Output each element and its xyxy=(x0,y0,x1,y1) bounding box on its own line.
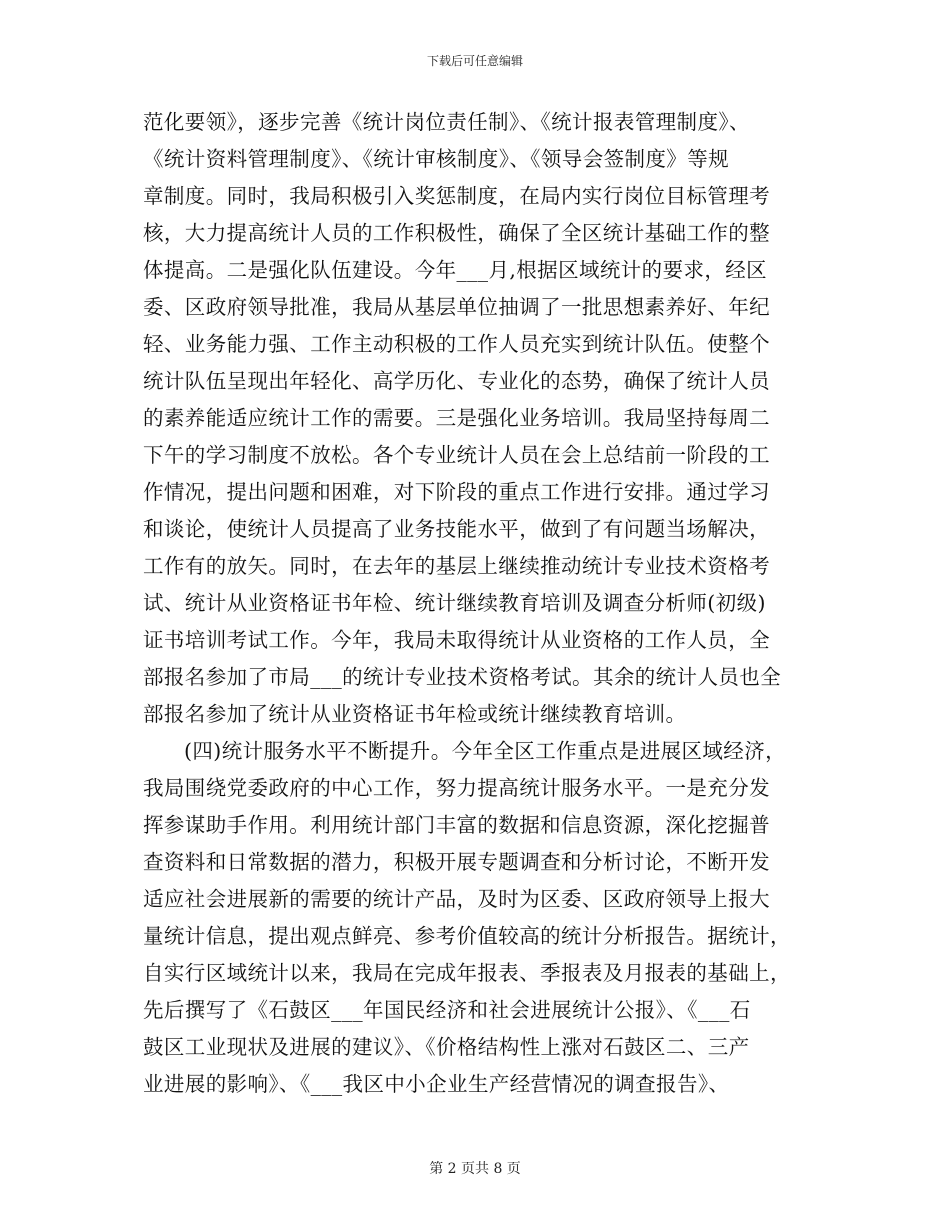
text-line: 的素养能适应统计工作的需要。三是强化业务培训。我局坚持每周二 xyxy=(143,406,770,430)
text-line: 自实行区域统计以来，我局在完成年报表、季报表及月报表的基础上， xyxy=(143,961,791,985)
text-line: 业进展的影响》、《___我区中小企业生产经营情况的调查报告》、 xyxy=(143,1072,730,1096)
text-line: 证书培训考试工作。今年，我局未取得统计从业资格的工作人员，全 xyxy=(143,628,770,652)
page-footer: 第 2 页共 8 页 xyxy=(429,1161,521,1177)
text-line: 先后撰写了《石鼓区___年国民经济和社会进展统计公报》、《___石 xyxy=(143,998,751,1022)
document-body xyxy=(143,104,813,1103)
text-line: 和谈论，使统计人员提高了业务技能水平，做到了有问题当场解决， xyxy=(143,517,770,541)
text-line: 工作有的放矢。同时，在去年的基层上继续推动统计专业技术资格考 xyxy=(143,554,770,578)
text-line: 轻、业务能力强、工作主动积极的工作人员充实到统计队伍。使整个 xyxy=(143,332,770,356)
text-line: 下午的学习制度不放松。各个专业统计人员在会上总结前一阶段的工 xyxy=(143,443,770,467)
text-line: 适应社会进展新的需要的统计产品，及时为区委、区政府领导上报大 xyxy=(143,887,770,911)
text-line: 核，大力提高统计人员的工作积极性，确保了全区统计基础工作的整 xyxy=(143,221,770,245)
text-line: 查资料和日常数据的潜力，积极开展专题调查和分析讨论，不断开发 xyxy=(143,850,770,874)
text-line: 挥参谋助手作用。利用统计部门丰富的数据和信息资源，深化挖掘普 xyxy=(143,813,770,837)
text-line: 部报名参加了市局___的统计专业技术资格考试。其余的统计人员也全 xyxy=(143,665,782,689)
text-line: 体提高。二是强化队伍建设。今年___月,根据区域统计的要求，经区 xyxy=(143,258,768,282)
text-line: 统计队伍呈现出年轻化、高学历化、专业化的态势，确保了统计人员 xyxy=(143,369,770,393)
text-line: 试、统计从业资格证书年检、统计继续教育培训及调查分析师(初级) xyxy=(143,591,766,615)
paragraph-start-line: (四)统计服务水平不断提升。今年全区工作重点是进展区域经济， xyxy=(184,739,786,763)
text-line: 部报名参加了统计从业资格证书年检或统计继续教育培训。 xyxy=(143,702,687,726)
text-line: 委、区政府领导批准，我局从基层单位抽调了一批思想素养好、年纪 xyxy=(143,295,770,319)
text-line: 作情况，提出问题和困难，对下阶段的重点工作进行安排。通过学习 xyxy=(143,480,770,504)
text-line: 我局围绕党委政府的中心工作，努力提高统计服务水平。一是充分发 xyxy=(143,776,770,800)
text-line: 章制度。同时，我局积极引入奖惩制度，在局内实行岗位目标管理考 xyxy=(143,184,770,208)
text-line: 《统计资料管理制度》、《统计审核制度》、《领导会签制度》等规 xyxy=(143,147,729,171)
text-line: 范化要领》，逐步完善《统计岗位责任制》、《统计报表管理制度》、 xyxy=(143,110,750,134)
text-line: 量统计信息，提出观点鲜亮、参考价值较高的统计分析报告。据统计， xyxy=(143,924,791,948)
text-line: 鼓区工业现状及进展的建议》、《价格结构性上涨对石鼓区二、三产 xyxy=(143,1035,750,1059)
page-header: 下载后可任意编辑 xyxy=(426,54,523,68)
